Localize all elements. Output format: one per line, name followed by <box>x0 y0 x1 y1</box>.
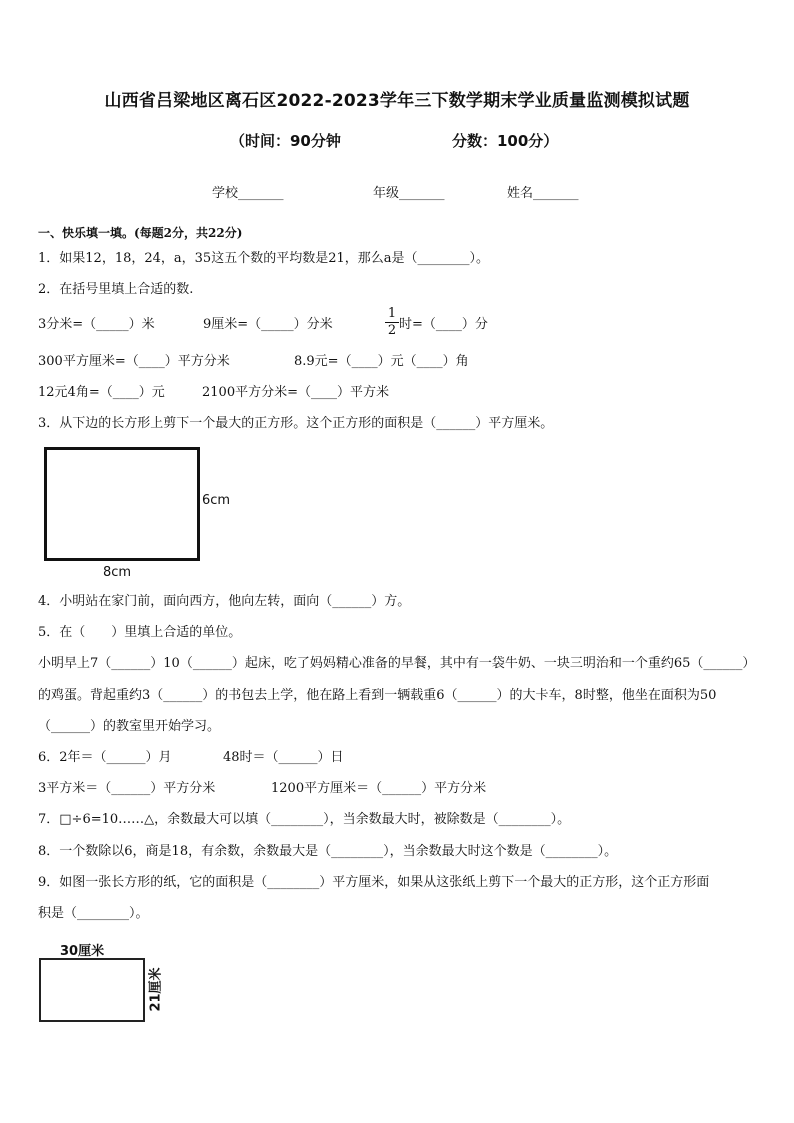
question-7: 7．□÷6=10……△，余数最大可以填（________），当余数最大时，被除数是（________）。 <box>38 812 571 827</box>
question-6-d: 1200平方厘米＝（______）平方分米 <box>271 781 487 796</box>
question-2-d: 300平方厘米=（____）平方分米 <box>38 354 230 369</box>
question-2-f: 12元4角=（____）元 <box>38 385 165 400</box>
question-2-a: 3分米=（_____）米 <box>38 317 155 332</box>
question-6-a: 6．2年＝（______）月 <box>38 750 172 765</box>
exam-time: （时间：90分钟 <box>230 132 341 150</box>
question-8: 8．一个数除以6，商是18，有余数，余数最大是（________），当余数最大时这个数是（________）。 <box>38 844 618 859</box>
name-field: 姓名_______ <box>507 186 579 201</box>
question-2-b: 9厘米=（_____）分米 <box>203 317 333 332</box>
rectangle-figure-1 <box>44 447 200 561</box>
question-9-line-2: 积是（________）。 <box>38 906 149 921</box>
question-2-g: 2100平方分米=（____）平方米 <box>202 385 389 400</box>
question-5: 5．在（ ）里填上合适的单位。 <box>38 625 242 640</box>
figure-2-width-label: 30厘米 <box>60 944 105 959</box>
figure-1-height-label: 6cm <box>202 493 231 508</box>
fraction-numerator: 1 <box>387 306 397 321</box>
question-6-c: 3平方米＝（______）平方分米 <box>38 781 216 796</box>
fraction-half <box>385 307 399 338</box>
exam-score: 分数：100分） <box>452 132 559 150</box>
question-2-e: 8.9元=（____）元（____）角 <box>294 354 469 369</box>
question-4: 4．小明站在家门前，面向西方，他向左转，面向（______）方。 <box>38 594 411 609</box>
figure-1-width-label: 8cm <box>103 565 132 580</box>
question-3: 3．从下边的长方形上剪下一个最大的正方形。这个正方形的面积是（______）平方厘米。 <box>38 416 554 431</box>
question-9-line-1: 9．如图一张长方形的纸，它的面积是（________）平方厘米，如果从这张纸上剪下一个最大的正方形，这个正方形面 <box>38 875 710 890</box>
figure-2-height-label: 21厘米 <box>148 967 164 1012</box>
question-1: 1．如果12，18，24，a，35这五个数的平均数是21，那么a是（________）。 <box>38 251 489 266</box>
exam-title: 山西省吕梁地区离石区2022-2023学年三下数学期末学业质量监测模拟试题 <box>104 91 690 111</box>
section-heading: 一、快乐填一填。(每题2分，共22分) <box>38 226 243 240</box>
rectangle-figure-2 <box>39 958 145 1022</box>
school-field: 学校_______ <box>212 186 284 201</box>
question-5-line-1: 小明早上7（______）10（______）起床，吃了妈妈精心准备的早餐，其中有一袋牛奶、一块三明治和一个重约65（______） <box>38 656 756 671</box>
question-5-line-2: 的鸡蛋。背起重约3（______）的书包去上学，他在路上看到一辆载重6（______）的大卡车，8时整，他坐在面积为50 <box>38 688 717 703</box>
question-5-line-3: （______）的教室里开始学习。 <box>38 719 221 734</box>
fraction-denominator: 2 <box>387 323 397 338</box>
question-2: 2．在括号里填上合适的数. <box>38 282 194 297</box>
grade-field: 年级_______ <box>373 186 445 201</box>
question-6-b: 48时＝（______）日 <box>223 750 344 765</box>
question-2-c: 时=（____）分 <box>399 317 488 332</box>
